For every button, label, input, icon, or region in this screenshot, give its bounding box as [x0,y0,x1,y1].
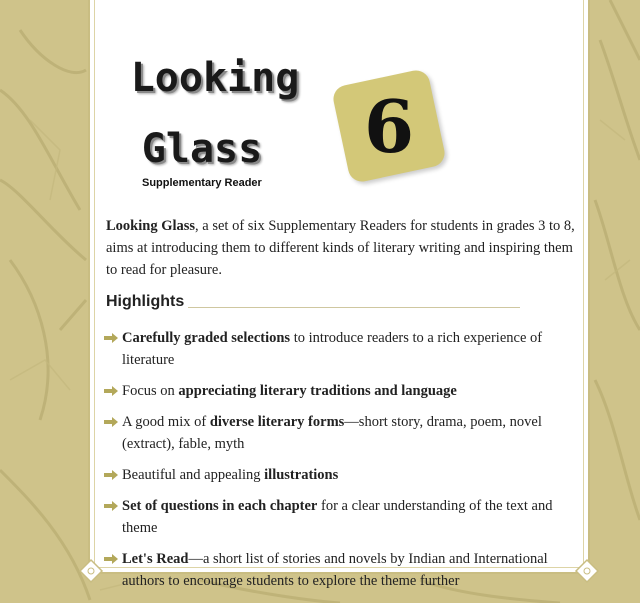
highlights-list [104,327,582,601]
pointing-hand-icon [104,380,122,402]
item-text-bold: Carefully graded selections [122,330,291,346]
item-text-before: Focus on [122,383,179,399]
intro-text: , a set of six Supplementary Readers for students in grades 3 to 8, aims at introducing them to different kinds of literary writing and inspiring them to read for pleasure. [106,218,575,278]
intro-paragraph [106,215,584,281]
item-text-bold: Set of questions in each chapter [122,498,318,514]
list-item [104,548,582,592]
item-text-after: to introduce readers to a rich experience of literature [122,330,543,368]
pointing-hand-icon [104,548,122,570]
item-text-before: Beautiful and appealing [122,467,265,483]
list-item [104,464,582,486]
item-text-after: for a clear understanding of the text and theme [122,498,553,536]
highlights-heading: Highlights [106,293,185,310]
item-text-bold: diverse literary forms [209,414,345,430]
list-item [104,411,582,455]
pointing-hand-icon [104,464,122,486]
list-item [104,380,582,402]
item-text-bold: illustrations [264,467,339,483]
book-title-line-1: Looking [130,55,300,101]
item-text-bold: appreciating literary traditions and language [178,383,457,399]
item-text-before: A good mix of [122,414,210,430]
list-item [104,327,582,371]
book-title-line-2: Glass [141,126,263,172]
book-subtitle: Supplementary Reader [142,177,262,189]
pointing-hand-icon [104,327,122,349]
grade-number: 6 [363,83,415,169]
item-text-bold: Let's Read [122,551,189,567]
intro-lead: Looking Glass [106,218,196,234]
pointing-hand-icon [104,411,122,433]
pointing-hand-icon [104,495,122,517]
item-text-after: —a short list of stories and novels by Indian and International authors to encourage students to explore the theme further [122,551,548,589]
item-text-after: —short story, drama, poem, novel (extract), fable, myth [122,414,542,452]
corner-ornament-icon [78,558,104,584]
heading-divider [188,307,520,308]
list-item [104,495,582,539]
